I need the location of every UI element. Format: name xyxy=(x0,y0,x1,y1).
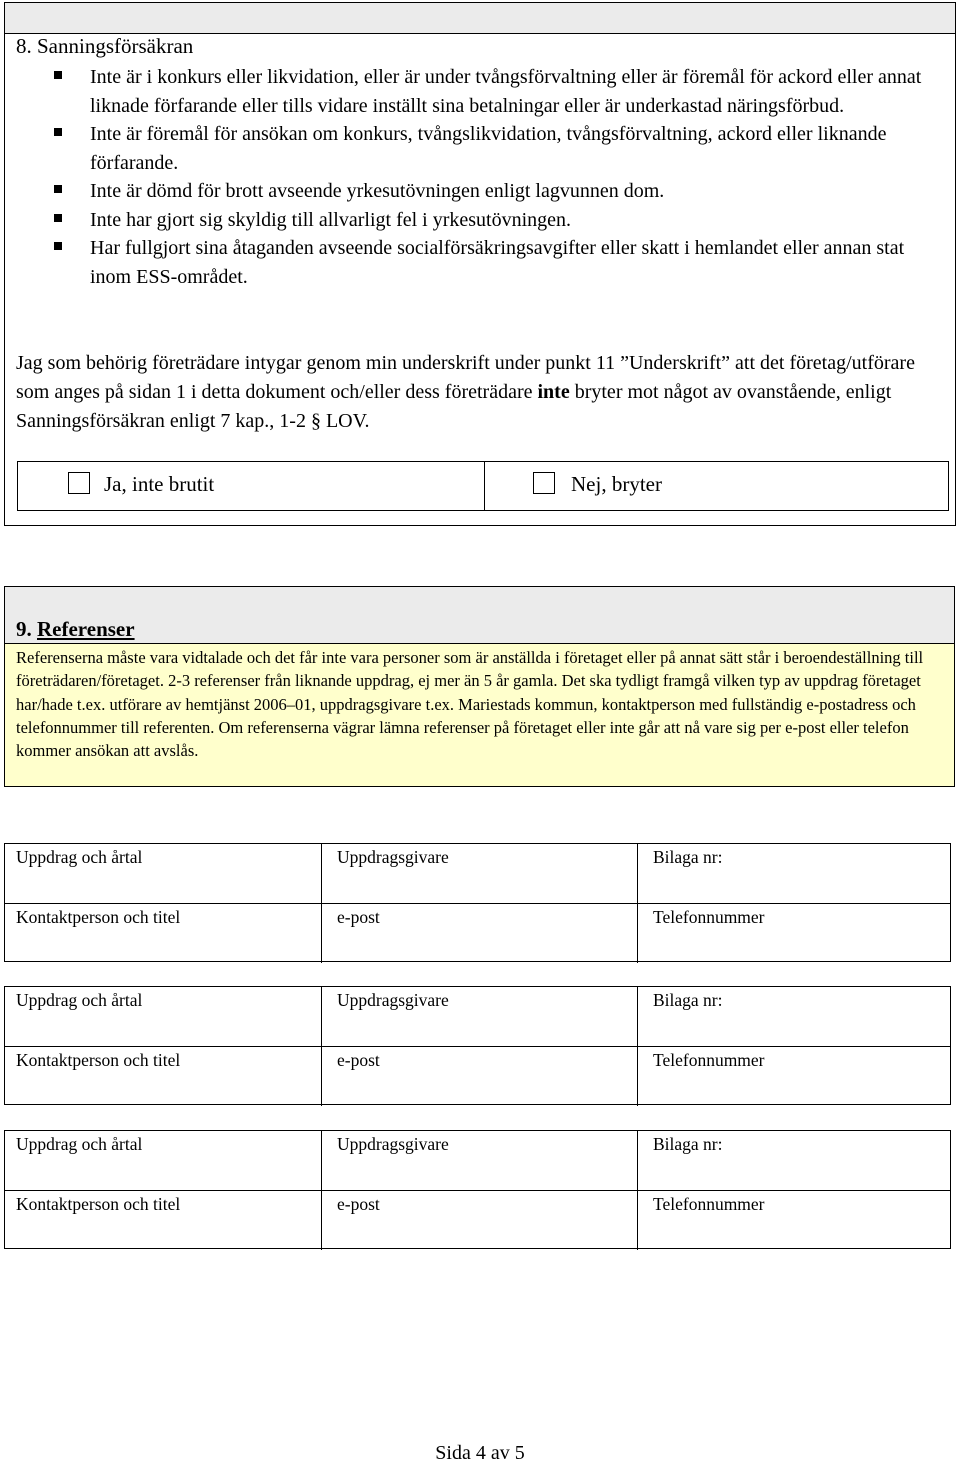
reference-row-contact xyxy=(5,903,950,963)
declaration-bullet: Inte har gjort sig skyldig till allvarligt fel i yrkesutövningen. xyxy=(5,206,955,235)
assignment-year-field[interactable]: Uppdrag och årtal xyxy=(16,847,143,867)
reference-row-assignment xyxy=(5,987,950,1046)
client-field[interactable]: Uppdragsgivare xyxy=(321,987,637,1046)
square-bullet-icon xyxy=(54,71,62,79)
checkbox-violates[interactable] xyxy=(533,472,555,494)
email-field[interactable]: e-post xyxy=(321,1191,637,1250)
section-8-header-band xyxy=(5,3,955,34)
attachment-number-field[interactable]: Bilaga nr: xyxy=(637,844,950,903)
option-not-violated[interactable] xyxy=(17,461,485,511)
contact-person-field[interactable]: Kontaktperson och titel xyxy=(16,1194,181,1214)
square-bullet-icon xyxy=(54,128,62,136)
square-bullet-icon xyxy=(54,214,62,222)
declaration-bullet: Inte är i konkurs eller likvidation, eller är under tvångsförvaltning eller är föremål för ackord eller annat liknade förfarande eller tills vidare inställt sina betalningar eller är underkastad näringsförbud. xyxy=(5,63,955,120)
contact-person-field[interactable]: Kontaktperson och titel xyxy=(16,1050,181,1070)
reference-row-contact xyxy=(5,1190,950,1250)
declaration-paragraph: Jag som behörig företrädare intygar genom min underskrift under punkt 11 ”Underskrift” att det företag/utförare som anges på sidan 1 i detta dokument och/eller dess företrädare inte bryter mot något av ovanstående, enligt Sanningsförsäkran enligt 7 kap., 1-2 § LOV. xyxy=(16,352,915,432)
declaration-bullet: Har fullgjort sina åtaganden avseende socialförsäkringsavgifter eller skatt i hemlandet eller annan stat inom ESS-området. xyxy=(5,234,955,291)
attachment-number-field[interactable]: Bilaga nr: xyxy=(637,1131,950,1190)
declaration-bullet: Inte är dömd för brott avseende yrkesutövningen enligt lagvunnen dom. xyxy=(5,177,955,206)
option-violates[interactable] xyxy=(484,461,949,511)
emphasis-inte: inte xyxy=(537,381,570,403)
reference-table-1 xyxy=(4,843,951,962)
phone-field[interactable]: Telefonnummer xyxy=(637,1047,950,1106)
page-number: Sida 4 av 5 xyxy=(435,1442,525,1464)
email-field[interactable]: e-post xyxy=(321,904,637,963)
reference-table-3 xyxy=(4,1130,951,1249)
section-9-title: 9. Referenser xyxy=(16,617,135,641)
client-field[interactable]: Uppdragsgivare xyxy=(321,844,637,903)
section-9-references xyxy=(4,586,955,787)
option-not-violated-label: Ja, inte brutit xyxy=(104,472,215,496)
phone-field[interactable]: Telefonnummer xyxy=(637,1191,950,1250)
email-field[interactable]: e-post xyxy=(321,1047,637,1106)
section-8-title: 8. Sanningsförsäkran xyxy=(16,34,194,58)
option-violates-label: Nej, bryter xyxy=(571,472,662,496)
reference-table-2 xyxy=(4,986,951,1105)
declaration-bullet-list xyxy=(5,63,955,291)
reference-row-contact xyxy=(5,1046,950,1106)
assignment-year-field[interactable]: Uppdrag och årtal xyxy=(16,990,143,1010)
section-9-header-band xyxy=(5,587,954,643)
square-bullet-icon xyxy=(54,185,62,193)
contact-person-field[interactable]: Kontaktperson och titel xyxy=(16,907,181,927)
references-instructions-box xyxy=(5,643,954,786)
section-8-declaration xyxy=(4,2,956,526)
client-field[interactable]: Uppdragsgivare xyxy=(321,1131,637,1190)
checkbox-not-violated[interactable] xyxy=(68,472,90,494)
phone-field[interactable]: Telefonnummer xyxy=(637,904,950,963)
attachment-number-field[interactable]: Bilaga nr: xyxy=(637,987,950,1046)
reference-row-assignment xyxy=(5,1131,950,1190)
square-bullet-icon xyxy=(54,242,62,250)
reference-row-assignment xyxy=(5,844,950,903)
references-instructions: Referenserna måste vara vidtalade och det får inte vara personer som är anställda i företaget eller på annat sätt står i beroendeställning till företrädaren/företaget. 2-3 referenser från liknande uppdrag, ej mer än 5 år gamla. Det ska tydligt framgå vilken typ av uppdrag företaget har/hade t.ex. utförare av hemtjänst 2006–01, uppdragsgivare t.ex. Mariestads kommun, kontaktperson med fullständig e-postadress och telefonnummer till referenten. Om referenserna vägrar lämna referenser på företaget eller inte går att nå vare sig per e-post eller telefon kommer ansökan att avslås. xyxy=(16,648,924,761)
assignment-year-field[interactable]: Uppdrag och årtal xyxy=(16,1134,143,1154)
declaration-bullet: Inte är föremål för ansökan om konkurs, tvångslikvidation, tvångsförvaltning, ackord eller liknande förfarande. xyxy=(5,120,955,177)
